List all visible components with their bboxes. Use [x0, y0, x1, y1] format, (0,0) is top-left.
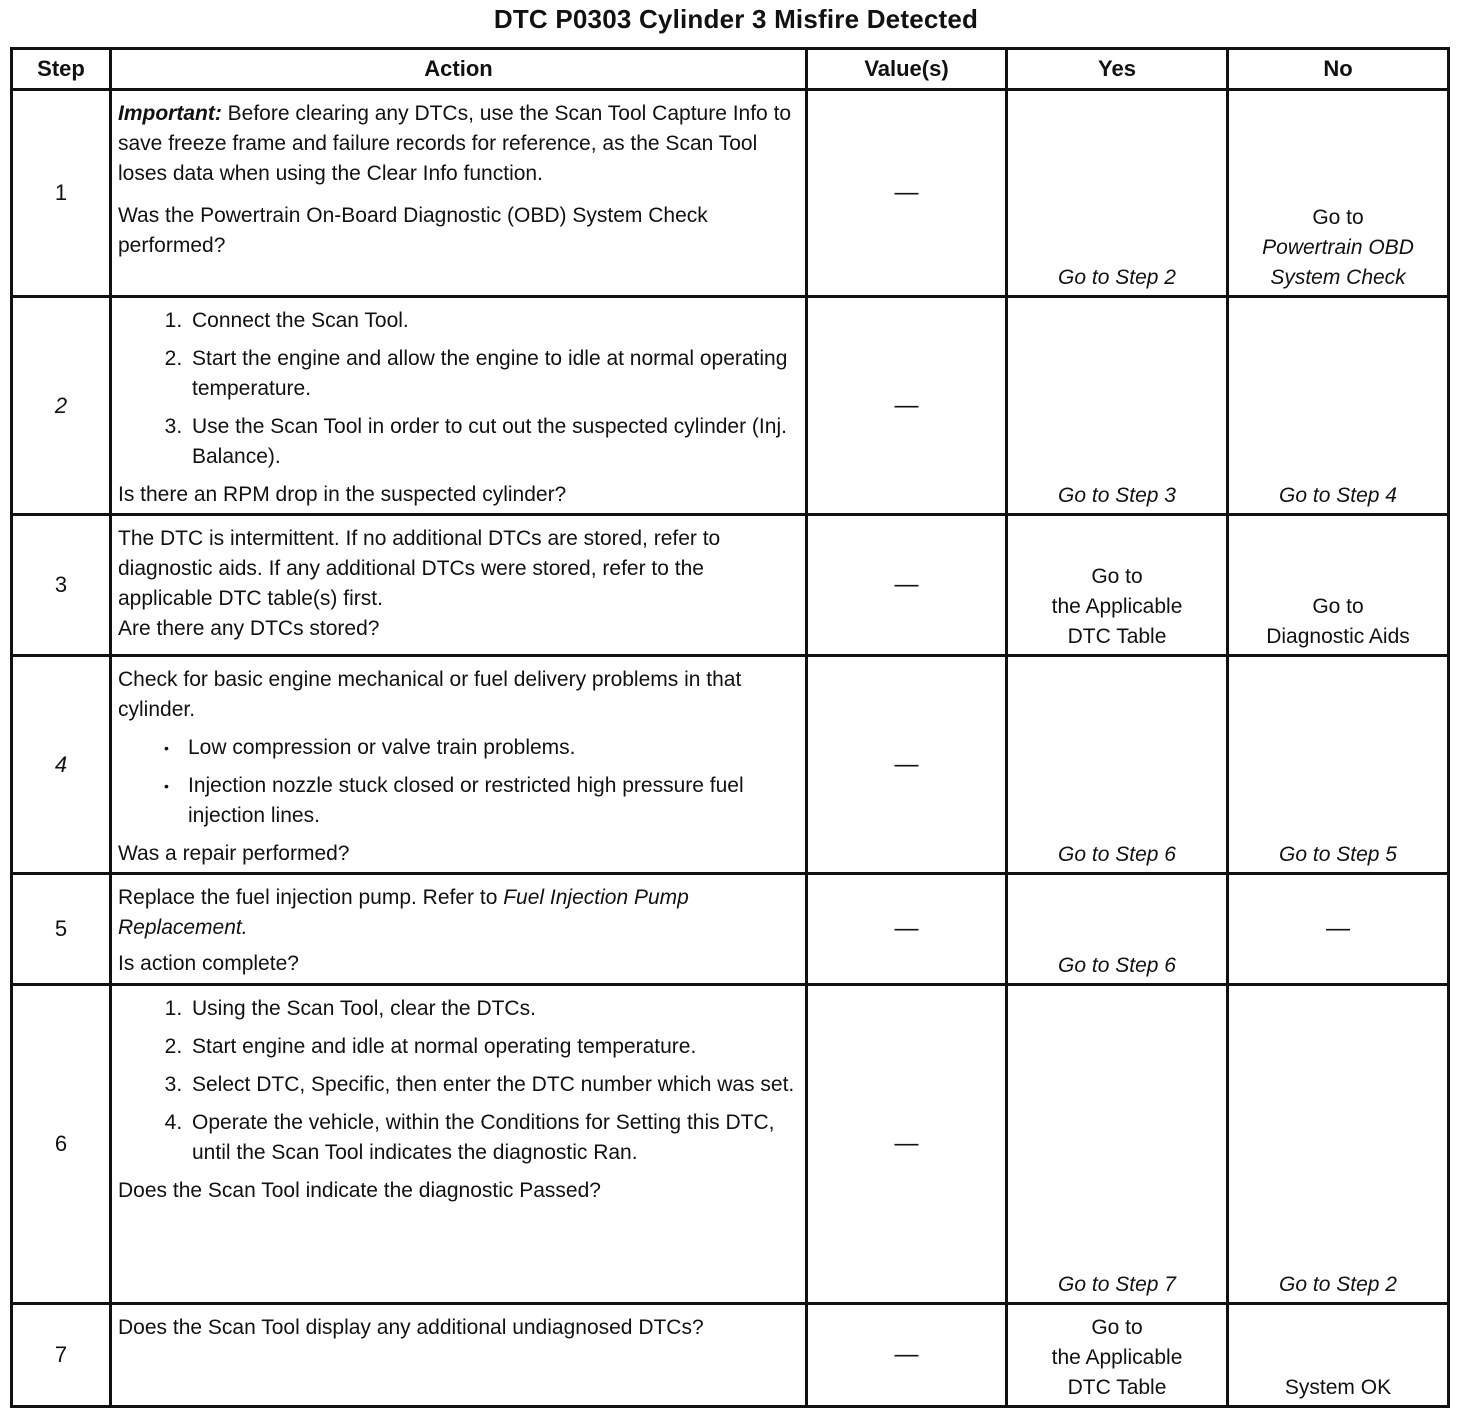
no-cell: [1228, 985, 1449, 1304]
list-item: 1. Connect the Scan Tool.: [188, 306, 795, 336]
value-cell: —: [807, 297, 1007, 515]
table-row-step-6: [12, 985, 1449, 1304]
yes-link[interactable]: the Applicable: [1051, 595, 1183, 618]
header-action: Action: [111, 49, 807, 90]
yes-link[interactable]: Go to Step 2: [1058, 266, 1176, 289]
step-number: 7: [12, 1304, 111, 1407]
no-goto-label: Go to: [1312, 206, 1364, 229]
value-cell: —: [807, 656, 1007, 874]
list-item: 3. Use the Scan Tool in order to cut out the suspected cylinder (Inj. Balance).: [188, 412, 795, 472]
action-question: Was a repair performed?: [118, 842, 350, 865]
yes-cell: [1007, 656, 1228, 874]
yes-link[interactable]: Go to Step 6: [1058, 843, 1176, 866]
yes-cell: [1007, 985, 1228, 1304]
value-cell: —: [807, 1304, 1007, 1407]
header-values: Value(s): [807, 49, 1007, 90]
no-result: System OK: [1284, 1376, 1392, 1399]
list-item: 2. Start the engine and allow the engine to idle at normal operating temperature.: [188, 344, 795, 404]
yes-goto-label: Go to: [1091, 565, 1143, 588]
no-link[interactable]: Go to Step 2: [1279, 1273, 1397, 1296]
yes-cell: [1007, 297, 1228, 515]
important-note: [118, 99, 795, 189]
important-label: Important:: [118, 102, 222, 125]
action-cell: [111, 1304, 807, 1407]
step-number: 2: [12, 297, 111, 515]
step-number: 4: [12, 656, 111, 874]
action-steps-list: [118, 306, 795, 472]
no-cell: [1228, 1304, 1449, 1407]
no-cell: [1228, 656, 1449, 874]
value-cell: —: [807, 985, 1007, 1304]
action-cell: [111, 985, 807, 1304]
no-link[interactable]: Go to Step 5: [1279, 843, 1397, 866]
action-text: Check for basic engine mechanical or fuel delivery problems in that cylinder.: [118, 668, 742, 721]
step-number: 1: [12, 90, 111, 297]
action-question: Is there an RPM drop in the suspected cylinder?: [118, 483, 567, 506]
action-text: The DTC is intermittent. If no additional DTCs are stored, refer to diagnostic aids. If any additional DTCs were stored, refer to the applicable DTC table(s) first.: [118, 527, 721, 610]
table-row-step-1: [12, 90, 1449, 297]
list-item: 2. Start engine and idle at normal operating temperature.: [188, 1032, 795, 1062]
action-question: Is action complete?: [118, 952, 299, 975]
page-title: DTC P0303 Cylinder 3 Misfire Detected: [493, 4, 979, 34]
action-question: Was the Powertrain On-Board Diagnostic (OBD) System Check performed?: [118, 204, 708, 257]
action-question: Does the Scan Tool display any additional undiagnosed DTCs?: [118, 1316, 704, 1339]
table-row-step-2: [12, 297, 1449, 515]
no-goto-label: Go to: [1312, 595, 1364, 618]
check-bullet-list: [118, 733, 795, 831]
yes-cell: [1007, 874, 1228, 985]
yes-cell: [1007, 1304, 1228, 1407]
action-text-before: Replace the fuel injection pump. Refer to: [118, 886, 504, 909]
yes-link[interactable]: Go to Step 6: [1058, 954, 1176, 977]
action-steps-list: [118, 994, 795, 1168]
no-cell: [1228, 515, 1449, 656]
list-item: • Injection nozzle stuck closed or restricted high pressure fuel injection lines.: [188, 771, 795, 831]
value-cell: —: [807, 90, 1007, 297]
action-question: Are there any DTCs stored?: [118, 617, 380, 640]
no-link[interactable]: Powertrain OBD System Check: [1262, 236, 1414, 289]
list-item: 4. Operate the vehicle, within the Conditions for Setting this DTC, until the Scan Tool indicates the diagnostic Ran.: [188, 1108, 795, 1168]
action-cell: [111, 874, 807, 985]
step-number: 5: [12, 874, 111, 985]
value-cell: —: [807, 515, 1007, 656]
table-row-step-4: [12, 656, 1449, 874]
list-item: 1. Using the Scan Tool, clear the DTCs.: [188, 994, 795, 1024]
action-question: Does the Scan Tool indicate the diagnostic Passed?: [118, 1179, 601, 1202]
no-cell: —: [1228, 874, 1449, 985]
list-item: • Low compression or valve train problems.: [188, 733, 795, 763]
yes-link-cont[interactable]: DTC Table: [1067, 1376, 1167, 1399]
step-number: 3: [12, 515, 111, 656]
yes-link-cont[interactable]: DTC Table: [1067, 625, 1167, 648]
no-cell: [1228, 297, 1449, 515]
yes-goto-label: Go to: [1091, 1316, 1143, 1339]
table-header-row: [12, 49, 1449, 90]
value-cell: —: [807, 874, 1007, 985]
action-cell: [111, 656, 807, 874]
action-text: [118, 883, 795, 943]
header-step: Step: [12, 49, 111, 90]
no-cell: [1228, 90, 1449, 297]
action-cell: [111, 90, 807, 297]
table-row-step-7: [12, 1304, 1449, 1407]
no-link[interactable]: Go to Step 4: [1279, 484, 1397, 507]
no-link[interactable]: Diagnostic Aids: [1266, 625, 1410, 648]
yes-cell: [1007, 90, 1228, 297]
list-item: 3. Select DTC, Specific, then enter the DTC number which was set.: [188, 1070, 795, 1100]
yes-link[interactable]: the Applicable: [1051, 1346, 1183, 1369]
step-number: 6: [12, 985, 111, 1304]
table-row-step-5: [12, 874, 1449, 985]
yes-cell: [1007, 515, 1228, 656]
yes-link[interactable]: Go to Step 3: [1058, 484, 1176, 507]
yes-link[interactable]: Go to Step 7: [1058, 1273, 1176, 1296]
table-row-step-3: [12, 515, 1449, 656]
diagnostic-table: [10, 47, 1450, 1408]
header-no: No: [1228, 49, 1449, 90]
important-text: Before clearing any DTCs, use the Scan Tool Capture Info to save freeze frame and failure records for reference, as the Scan Tool loses data when using the Clear Info function.: [118, 102, 792, 185]
header-yes: Yes: [1007, 49, 1228, 90]
procedure-link[interactable]: Fuel Injection Pump Replacement.: [118, 886, 689, 939]
action-cell: [111, 515, 807, 656]
action-cell: [111, 297, 807, 515]
